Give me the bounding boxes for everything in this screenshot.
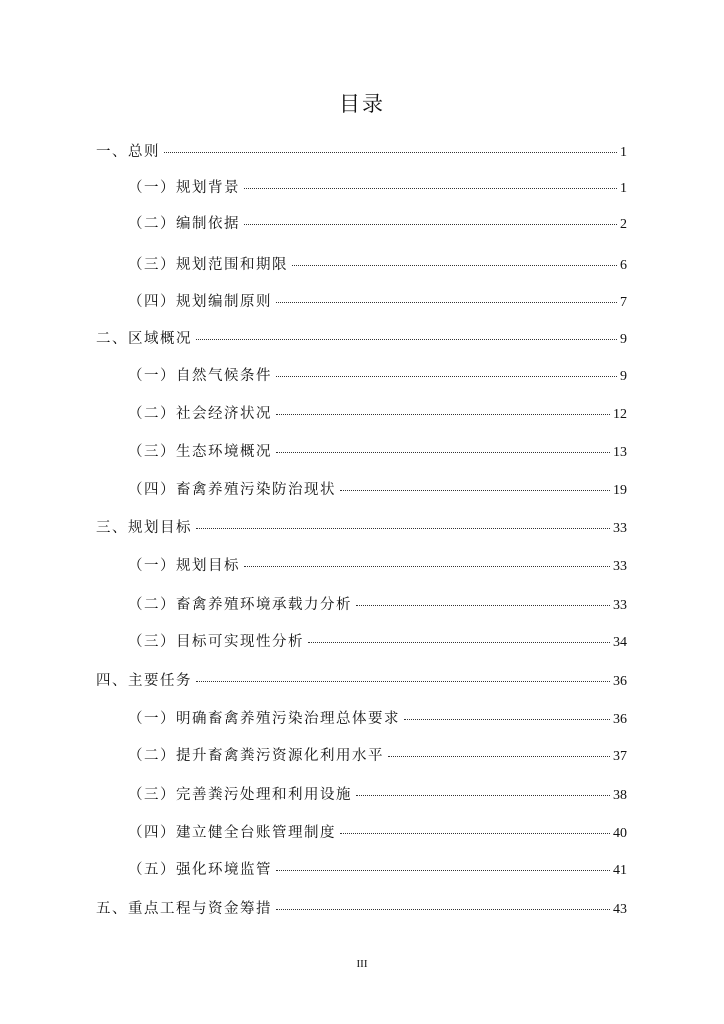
toc-entry[interactable] <box>128 822 627 844</box>
dot-leader <box>292 265 617 266</box>
toc-entry-page-number: 1 <box>620 181 627 196</box>
toc-entry-label: 二、区域概况 <box>96 331 192 347</box>
dot-leader <box>276 376 617 377</box>
toc-entry-label: （五）强化环境监管 <box>128 862 272 878</box>
dot-leader <box>244 566 610 567</box>
toc-entry-label: （四）建立健全台账管理制度 <box>128 825 336 841</box>
toc-entry-label: （一）规划背景 <box>128 180 240 196</box>
toc-entry-page-number: 40 <box>613 826 627 841</box>
toc-entry[interactable] <box>96 898 627 920</box>
toc-entry-label: 五、重点工程与资金筹措 <box>96 901 272 917</box>
dot-leader <box>196 339 617 340</box>
dot-leader <box>404 719 610 720</box>
dot-leader <box>340 490 610 491</box>
toc-entry-label: （一）自然气候条件 <box>128 368 272 384</box>
dot-leader <box>164 152 617 153</box>
toc-entry-label: （二）编制依据 <box>128 216 240 232</box>
toc-entry-page-number: 37 <box>613 749 627 764</box>
toc-entry-page-number: 9 <box>620 332 627 347</box>
toc-entry[interactable] <box>96 670 627 692</box>
toc-entry-page-number: 12 <box>613 407 627 422</box>
toc-entry-label: 一、总则 <box>96 144 160 160</box>
toc-entry-label: （四）规划编制原则 <box>128 294 272 310</box>
dot-leader <box>308 642 610 643</box>
toc-entry[interactable] <box>128 784 627 806</box>
dot-leader <box>196 528 610 529</box>
toc-entry[interactable] <box>128 213 627 235</box>
toc-entry-page-number: 43 <box>613 902 627 917</box>
toc-entry[interactable] <box>128 441 627 463</box>
toc-entry[interactable] <box>96 517 627 539</box>
dot-leader <box>356 605 610 606</box>
toc-entry-page-number: 19 <box>613 483 627 498</box>
toc-entry-label: 四、主要任务 <box>96 673 192 689</box>
toc-entry-label: （三）完善粪污处理和利用设施 <box>128 787 352 803</box>
page-title: 目录 <box>339 92 385 116</box>
toc-entry[interactable] <box>128 403 627 425</box>
toc-entry-page-number: 36 <box>613 712 627 727</box>
toc-entry-page-number: 33 <box>613 598 627 613</box>
dot-leader <box>276 452 610 453</box>
dot-leader <box>196 681 610 682</box>
toc-entry-label: （一）规划目标 <box>128 558 240 574</box>
dot-leader <box>388 756 610 757</box>
toc-entry[interactable] <box>96 141 627 163</box>
dot-leader <box>276 909 610 910</box>
toc-entry[interactable] <box>128 631 627 653</box>
dot-leader <box>276 414 610 415</box>
toc-entry[interactable] <box>128 745 627 767</box>
toc-entry[interactable] <box>128 254 627 276</box>
toc-entry-label: （二）社会经济状况 <box>128 406 272 422</box>
toc-entry-page-number: 1 <box>620 145 627 160</box>
dot-leader <box>276 302 617 303</box>
toc-entry-label: （三）目标可实现性分析 <box>128 634 304 650</box>
toc-entry[interactable] <box>128 555 627 577</box>
toc-entry[interactable] <box>128 365 627 387</box>
toc-entry-label: （三）规划范围和期限 <box>128 257 288 273</box>
toc-entry[interactable] <box>128 177 627 199</box>
toc-entry-page-number: 34 <box>613 635 627 650</box>
dot-leader <box>356 795 610 796</box>
page-number-footer: III <box>356 958 368 970</box>
toc-entry-page-number: 9 <box>620 369 627 384</box>
toc-entry[interactable] <box>128 594 627 616</box>
toc-entry-label: （四）畜禽养殖污染防治现状 <box>128 482 336 498</box>
toc-entry-page-number: 2 <box>620 217 627 232</box>
toc-entry[interactable] <box>128 479 627 501</box>
toc-entry[interactable] <box>128 859 627 881</box>
toc-entry-page-number: 41 <box>613 863 627 878</box>
toc-entry-label: （二）畜禽养殖环境承载力分析 <box>128 597 352 613</box>
dot-leader <box>340 833 610 834</box>
toc-entry-label: （三）生态环境概况 <box>128 444 272 460</box>
toc-entry-page-number: 38 <box>613 788 627 803</box>
toc-entry-page-number: 7 <box>620 295 627 310</box>
toc-entry-page-number: 36 <box>613 674 627 689</box>
toc-entry-page-number: 33 <box>613 559 627 574</box>
toc-entry-page-number: 33 <box>613 521 627 536</box>
toc-entry-page-number: 13 <box>613 445 627 460</box>
toc-entry-label: （二）提升畜禽粪污资源化利用水平 <box>128 748 384 764</box>
dot-leader <box>244 188 617 189</box>
dot-leader <box>276 870 610 871</box>
toc-entry-label: 三、规划目标 <box>96 520 192 536</box>
toc-entry[interactable] <box>96 328 627 350</box>
toc-entry-page-number: 6 <box>620 258 627 273</box>
toc-entry[interactable] <box>128 708 627 730</box>
dot-leader <box>244 224 617 225</box>
toc-entry-label: （一）明确畜禽养殖污染治理总体要求 <box>128 711 400 727</box>
toc-entry[interactable] <box>128 291 627 313</box>
